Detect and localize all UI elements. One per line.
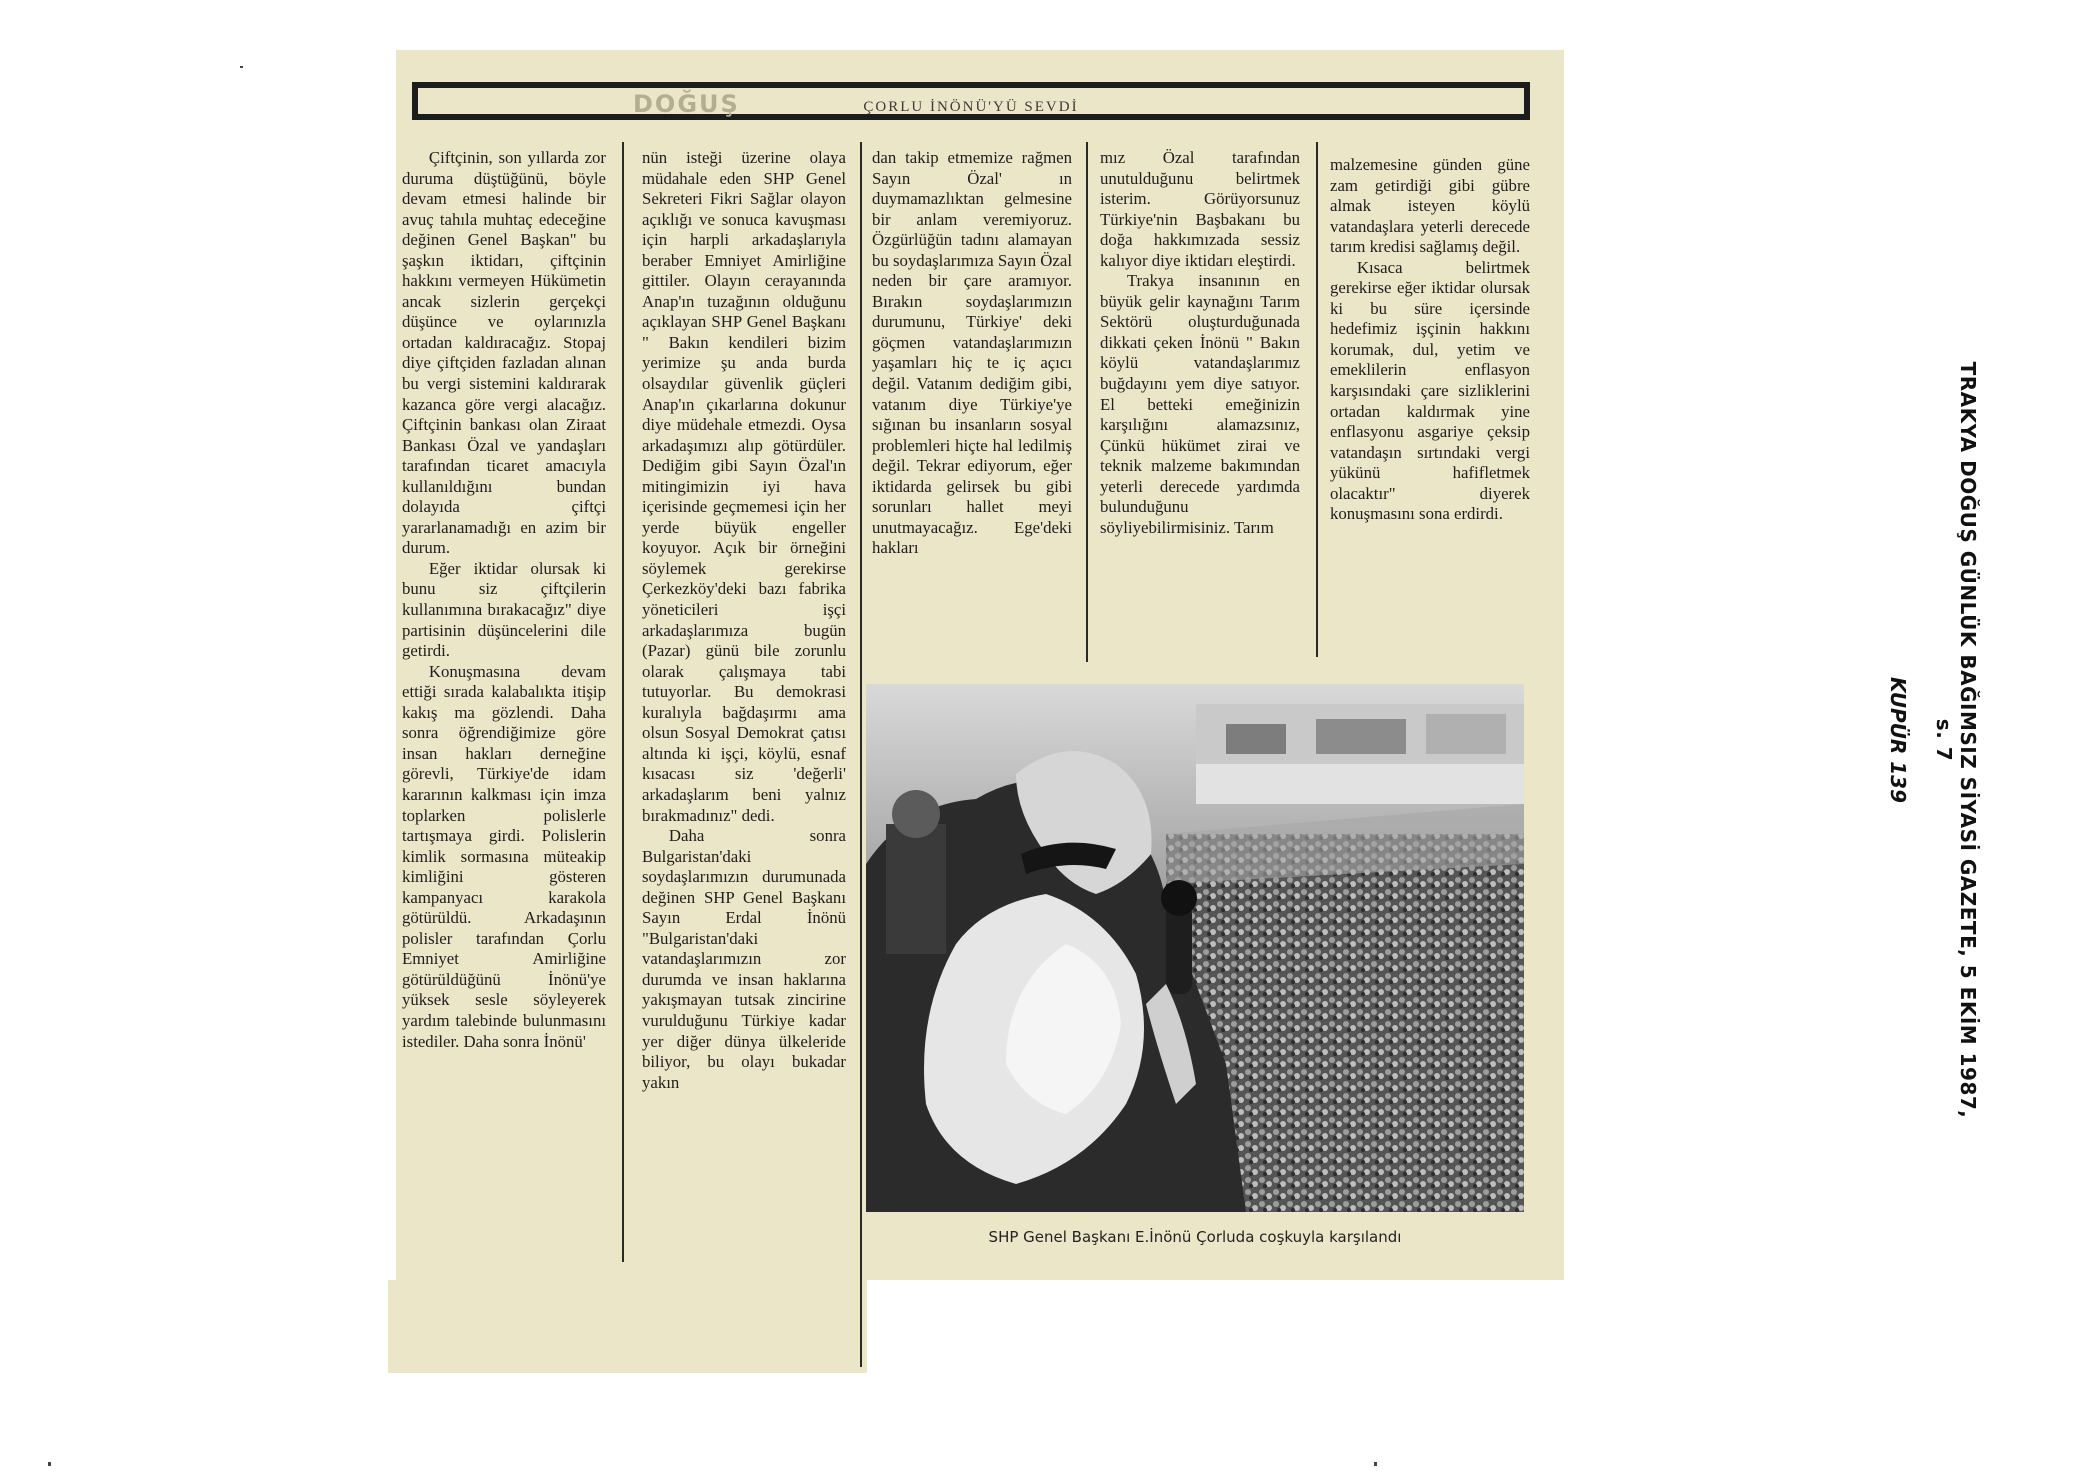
- column-rule: [1086, 142, 1088, 662]
- article-column-5: [1330, 155, 1530, 655]
- column-rule: [1316, 142, 1318, 657]
- paragraph: Daha sonra Bulgaristan'daki soydaşlarımızın durumunada değinen SHP Genel Başkanı Sayın Erdal İnönü "Bulgaristan'daki vatandaşlarımızın zor durumda ve insan haklarına yakışmayan tutsak zincirine vurulduğunu Türkiye kadar yer diğer dünya ülkeleride biliyor, bu olayı bukadar yakın: [642, 826, 846, 1092]
- clipping-number: KUPÜR 139: [1886, 676, 1910, 804]
- masthead-bleed-through: DOĞUŞ: [633, 90, 740, 118]
- paragraph: nün isteği üzerine olaya müdahale eden SHP Genel Sekreteri Fikri Sağlar olayon açıklığı ve sonuca kavuşması için harpli arkadaşlarıyla beraber Emniyet Amirliğine gittiler. Olayın cerayanında Anap'ın tuzağının olduğunu açıklayan SHP Genel Başkanı " Bakın kendileri bizim yerimize şu anda burda olsaydılar güvenlik güçleri Anap'ın çıkarlarına dokunur diye müdehale etmezdi. Oysa arkadaşımızı alıp götürdüler. Dediğim gibi Sayın Özal'ın mitingimizin iyi hava içerisinde geçmemesi için her yerde büyük engeller koyuyor. Açık bir örneğini söylemek gerekirse Çerkezköy'deki bazı fabrika yöneticileri işçi arkadaşlarımıza bugün (Pazar) günü bile zorunlu olarak çalışmaya tabi tutuyorlar. Bu demokrasi kuralıyla bağdaşırmı ama olsun Sosyal Demokrat çatısı altında ki işçi, köylü, esnaf kısacası siz 'değerli' arkadaşlarım beni yalnız bırakmadınız" dedi.: [642, 148, 846, 825]
- rally-photo: [866, 684, 1524, 1212]
- article-column-4: [1100, 148, 1300, 658]
- paragraph: mız Özal tarafından unutulduğunu belirtmek isterim. Görüyorsunuz Türkiye'nin Başbakanı bu doğa hakkımızada sessiz kalıyor diye iktidarı eleştirdi.: [1100, 148, 1300, 270]
- article-column-3: [872, 148, 1072, 668]
- scan-speck: [48, 1462, 51, 1466]
- paragraph: Çiftçinin, son yıllarda zor duruma düştüğünü, böyle devam etmesi halinde bir avuç tahıla muhtaç edeceğine değinen Genel Başkan" bu şaşkın iktidarı, çiftçinin hakkını vermeyen Hükümetin ancak sizlerin gerçekçi düşünce ve oylarınızla ortadan kaldıracağız. Stopaj diye çiftçiden fazladan alınan bu vergi sistemini kaldırarak kazanca göre vergi alacağız. Çiftçinin bankası olan Ziraat Bankası Özal ve yandaşları tarafından ticaret amacıyla kullanıldığını bundan dolayıda çiftçi yararlanamadığı en azim bir durum.: [402, 148, 606, 558]
- paragraph: dan takip etmemize rağmen Sayın Özal' ın duymamazlıktan gelmesine bir anlam veremiyoruz. Özgürlüğün tadını alamayan bu soydaşlarımıza Sayın Özal neden bir çare aramıyor. Bırakın soydaşlarımızın durumunu, Türkiye' deki göçmen vatandaşlarımızın yaşamları hiç te iç açıcı değil. Vatanım dediğim gibi, vatanım diye Türkiye'ye sığınan bu insanların sosyal problemleri hiçte hal ledilmiş değil. Tekrar ediyorum, eğer iktidarda gelirsek bu gibi sorunları hallet meyi unutmayacağız. Ege'deki hakları: [872, 148, 1072, 558]
- headline-box: [412, 82, 1530, 120]
- paragraph: Eğer iktidar olursak ki bunu siz çiftçilerin kullanımına bırakacağız" diye partisinin düşüncelerini dile getirdi.: [402, 558, 606, 661]
- column-rule: [860, 142, 862, 1367]
- column-rule: [622, 142, 624, 1262]
- article-column-2: [642, 148, 846, 1093]
- source-citation: TRAKYA DOĞUŞ GÜNLÜK BAĞIMSIZ SİYASİ GAZETE, 5 EKİM 1987, s. 7: [1932, 361, 1980, 1119]
- headline: ÇORLU İNÖNÜ'YÜ SEVDİ: [863, 99, 1079, 115]
- article-column-1: [402, 148, 606, 1052]
- paragraph: Kısaca belirtmek gerekirse eğer iktidar olursak ki bu süre içersinde hedefimiz işçinin hakkını korumak, dul, yetim ve emeklilerin enflasyon karşısındaki çare sizliklerini ortadan kaldırmak yine enflasyonu asgariye çeksip vatandaşın sırtındaki vergi yükünü hafifletmek olacaktır" diyerek konuşmasını sona erdirdi.: [1330, 257, 1530, 524]
- photo-caption: SHP Genel Başkanı E.İnönü Çorluda coşkuyla karşılandı: [988, 1228, 1402, 1246]
- paragraph: Trakya insanının en büyük gelir kaynağını Tarım Sektörü oluşturduğunada dikkati çeken İnönü " Bakın köylü vatandaşlarımız buğdayını yem diye satıyor. El betteki emeğinizin karşılığını alamazsınız, Çünkü hükümet zirai ve teknik malzeme bakımından yeterli derecede yardımda bulunduğunu söyliyebilirmisiniz. Tarım: [1100, 271, 1300, 537]
- paragraph: Konuşmasına devam ettiği sırada kalabalıkta itişip kakış ma gözlendi. Daha sonra öğrendiğimize göre insan hakları derneğine görevli, Türkiye'de idam kararının kalkması için imza toplarken polislerle tartışmaya girdi. Polislerin kimlik sormasına müteakip kimliğini gösteren kampanyacı karakola götürüldü. Arkadaşının polisler tarafından Çorlu Emniyet Amirliğine götürüldüğünü İnönü'ye yüksek sesle söyleyerek yardım talebinde bulunmasını istediler. Daha sonra İnönü': [402, 661, 606, 1051]
- newspaper-clipping-tail: [388, 1280, 867, 1373]
- scan-speck: [1374, 1462, 1377, 1466]
- rally-photo-image: [866, 684, 1524, 1212]
- paragraph: malzemesine günden güne zam getirdiği gibi gübre almak isteyen köylü vatandaşlara yeterli derecede tarım kredisi sağlamış değil.: [1330, 155, 1530, 257]
- scan-speck: [240, 66, 243, 68]
